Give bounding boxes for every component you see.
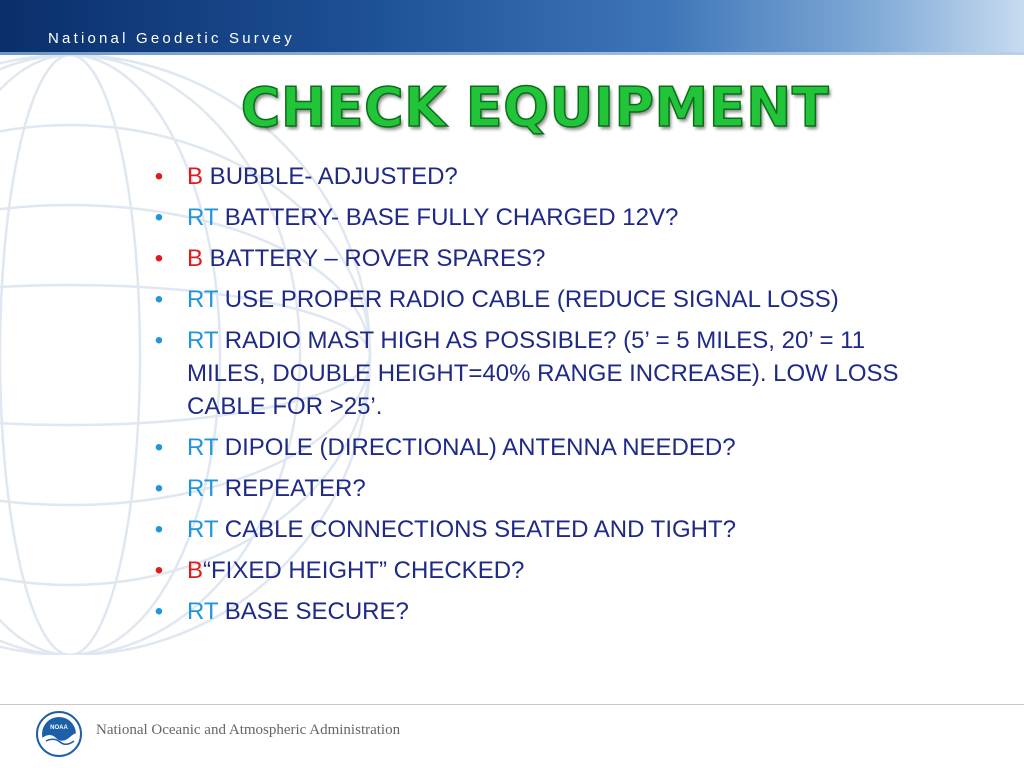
item-text: USE PROPER RADIO CABLE (REDUCE SIGNAL LOSS) xyxy=(218,286,839,313)
list-item xyxy=(150,513,950,546)
item-code: B xyxy=(187,245,204,272)
bullet-icon: • xyxy=(154,204,164,231)
noaa-logo-icon xyxy=(36,711,82,757)
bullet-icon: • xyxy=(154,434,164,461)
item-text: “FIXED HEIGHT” CHECKED? xyxy=(203,557,525,584)
list-item xyxy=(150,595,950,628)
bullet-icon: • xyxy=(154,598,164,625)
list-item xyxy=(150,324,950,423)
footer-divider xyxy=(0,704,1024,705)
bullet-icon: • xyxy=(154,286,164,313)
list-item xyxy=(150,472,950,505)
bullet-icon: • xyxy=(154,475,164,502)
bullet-icon: • xyxy=(154,327,164,354)
checklist xyxy=(150,160,950,636)
item-code: B xyxy=(187,557,204,584)
list-item xyxy=(150,431,950,464)
footer-agency-name: National Oceanic and Atmospheric Administration xyxy=(96,722,401,738)
item-code: RT xyxy=(187,286,219,313)
item-text: BASE SECURE? xyxy=(218,598,409,625)
item-code: RT xyxy=(187,327,219,354)
bullet-icon: • xyxy=(154,516,164,543)
item-code: RT xyxy=(187,434,219,461)
list-item xyxy=(150,242,950,275)
item-code: B xyxy=(187,163,204,190)
item-text: DIPOLE (DIRECTIONAL) ANTENNA NEEDED? xyxy=(218,434,736,461)
item-code: RT xyxy=(187,598,219,625)
list-item xyxy=(150,201,950,234)
bullet-icon: • xyxy=(154,163,164,190)
item-text: RADIO MAST HIGH AS POSSIBLE? (5’ = 5 MILES, 20’ = 11 MILES, DOUBLE HEIGHT=40% RANGE INCREASE). LOW LOSS CABLE FOR >25’. xyxy=(187,327,899,420)
item-text: BUBBLE- ADJUSTED? xyxy=(203,163,458,190)
item-text: CABLE CONNECTIONS SEATED AND TIGHT? xyxy=(218,516,736,543)
list-item xyxy=(150,283,950,316)
item-code: RT xyxy=(187,475,219,502)
bullet-icon: • xyxy=(154,245,164,272)
slide-title: CHECK EQUIPMENT xyxy=(240,76,830,139)
logo-text: NOAA xyxy=(50,725,68,731)
item-text: BATTERY – ROVER SPARES? xyxy=(203,245,546,272)
item-text: REPEATER? xyxy=(218,475,366,502)
item-code: RT xyxy=(187,516,219,543)
item-code: RT xyxy=(187,204,219,231)
bullet-icon: • xyxy=(154,557,164,584)
header-org-title: National Geodetic Survey xyxy=(48,30,295,47)
list-item xyxy=(150,160,950,193)
list-item xyxy=(150,554,950,587)
item-text: BATTERY- BASE FULLY CHARGED 12V? xyxy=(218,204,679,231)
